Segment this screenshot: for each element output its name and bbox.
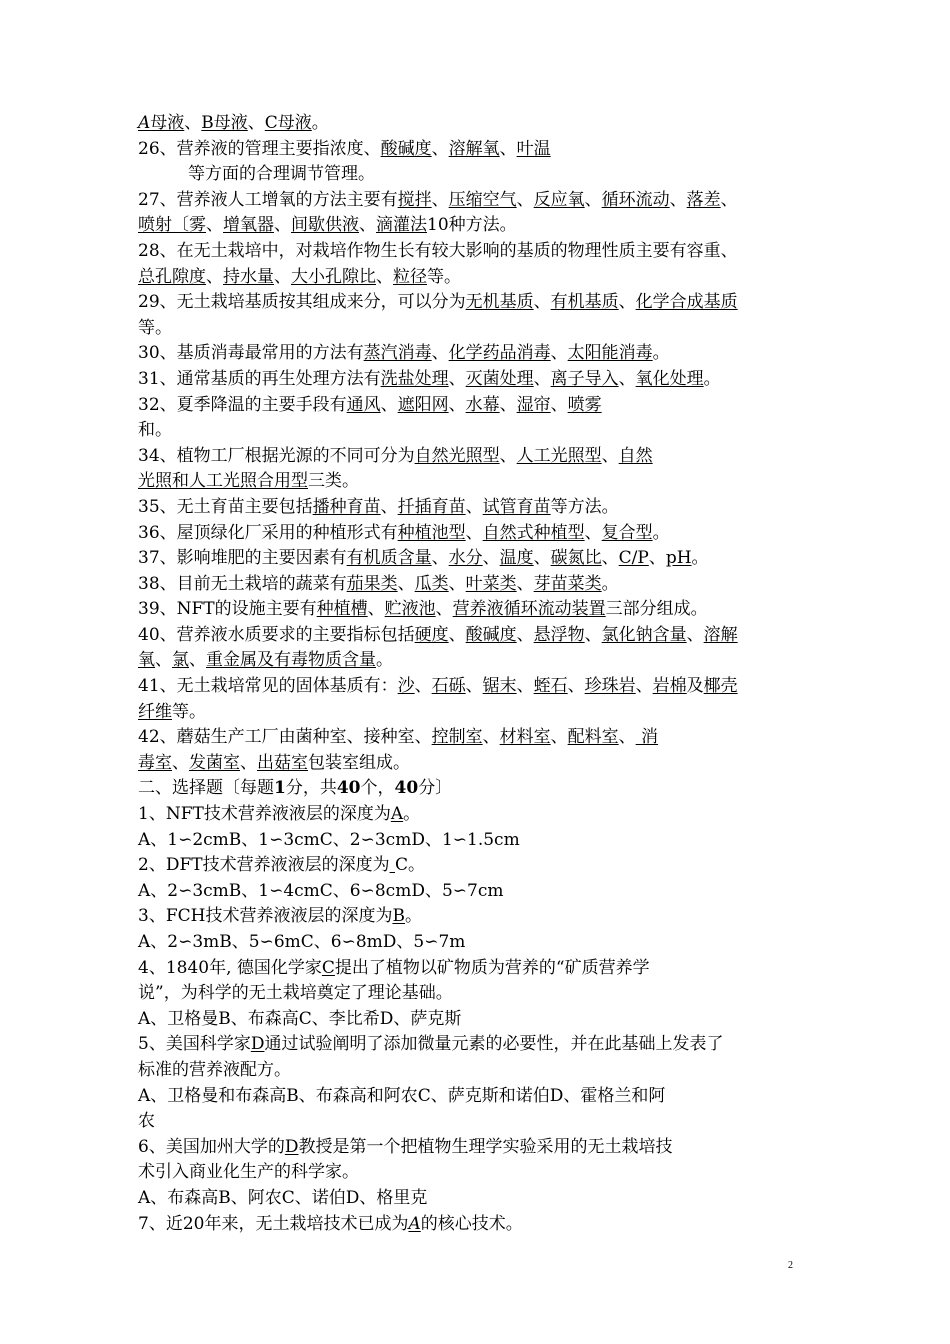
answer-blank: 母液 bbox=[150, 113, 185, 133]
text-run: 。 bbox=[652, 522, 670, 543]
text-line bbox=[138, 1032, 813, 1058]
text-run: 个， bbox=[360, 778, 395, 799]
answer-blank: 化学药品消毒 bbox=[448, 343, 551, 364]
answer-blank: 酸碱度 bbox=[380, 138, 432, 159]
text-run: 29、无土栽培基质按其组成来分，可以分为 bbox=[138, 292, 466, 313]
answer-blank: 播种育苗 bbox=[312, 496, 381, 517]
text-run: 、 bbox=[274, 266, 291, 287]
answer-blank: 化学合成基质 bbox=[635, 292, 738, 313]
text-run: 教授是第一个把植物生理学实验采用的无土栽培技 bbox=[298, 1136, 673, 1157]
answer-blank: 叶菜类 bbox=[465, 573, 517, 594]
text-run: 32、夏季降温的主要手段有 bbox=[138, 394, 347, 415]
answer-blank: 营养液循环流动装置 bbox=[452, 599, 606, 620]
answer-blank: 叶温 bbox=[516, 138, 551, 159]
text-run: 、 bbox=[465, 522, 483, 543]
answer-blank: 搅拌 bbox=[397, 189, 432, 210]
text-line bbox=[138, 725, 813, 751]
text-run: 、 bbox=[669, 189, 687, 210]
answer-blank: 太阳能消毒 bbox=[567, 343, 653, 364]
text-run: 、 bbox=[686, 624, 704, 645]
answer-blank: 发菌室 bbox=[189, 752, 240, 773]
text-run: 、 bbox=[648, 548, 666, 569]
answer-blank: D bbox=[284, 1136, 299, 1157]
text-line bbox=[138, 546, 813, 572]
text-run: 34、植物工厂根据光源的不同可分为 bbox=[138, 445, 415, 466]
answer-blank: 氧化处理 bbox=[635, 368, 704, 389]
answer-blank: 有机质含量 bbox=[346, 548, 432, 569]
text-line bbox=[138, 648, 813, 674]
answer-blank: 喷雾 bbox=[567, 394, 602, 415]
answer-blank: A bbox=[138, 113, 151, 133]
page-number: 2 bbox=[788, 1260, 793, 1271]
text-run: 、 bbox=[448, 368, 466, 389]
answer-blank: 氧 bbox=[138, 650, 155, 671]
text-run: 。 bbox=[691, 548, 709, 569]
answer-blank: 总孔隙度 bbox=[138, 266, 206, 287]
answer-blank: 出菇室 bbox=[257, 752, 308, 773]
text-run: A、卫格曼B、布森高C、李比希D、萨克斯 bbox=[138, 1008, 462, 1029]
text-run: 、 bbox=[499, 138, 517, 159]
answer-blank: 水幕 bbox=[465, 394, 500, 415]
answer-blank: 锯末 bbox=[482, 676, 517, 697]
answer-blank: 粒径 bbox=[393, 266, 427, 287]
text-line bbox=[138, 751, 813, 777]
text-line bbox=[138, 265, 813, 291]
text-run: 、 bbox=[567, 676, 585, 697]
answer-blank: 通风 bbox=[346, 394, 381, 415]
text-run: 和。 bbox=[138, 420, 172, 441]
text-line bbox=[138, 1109, 813, 1135]
text-run: 等。 bbox=[138, 317, 172, 338]
text-run: 包装室组成。 bbox=[308, 752, 410, 773]
bold-number: 40 bbox=[394, 778, 419, 799]
answer-blank: 氯 bbox=[172, 650, 189, 671]
text-run: 41、无土栽培常见的固体基质有： bbox=[138, 676, 398, 697]
text-line bbox=[138, 776, 813, 802]
answer-blank: 水分 bbox=[448, 548, 483, 569]
text-line bbox=[138, 521, 813, 547]
text-run: 、 bbox=[206, 215, 223, 236]
answer-blank: 芽苗菜类 bbox=[533, 573, 602, 594]
answer-blank: 毒室 bbox=[138, 752, 172, 773]
text-run: 10种方法。 bbox=[427, 215, 517, 236]
text-run: A、1∽2cmB、1∽3cmC、2∽3cmD、1∽1.5cm bbox=[138, 829, 520, 850]
answer-blank: 反应氧 bbox=[533, 189, 585, 210]
answer-blank: 间歇供液 bbox=[291, 215, 359, 236]
answer-blank: B母液 bbox=[201, 113, 248, 133]
text-run: 、 bbox=[431, 548, 449, 569]
answer-blank: B bbox=[392, 906, 405, 927]
answer-blank: D bbox=[250, 1034, 265, 1055]
answer-blank: 压缩空气 bbox=[448, 189, 517, 210]
text-run: 4、1840年, 德国化学家 bbox=[138, 957, 322, 978]
text-line bbox=[138, 1084, 813, 1110]
text-run: 、 bbox=[601, 548, 619, 569]
answer-blank: 滴灌法 bbox=[376, 215, 427, 236]
text-run: 、 bbox=[550, 727, 568, 748]
answer-blank: 种植槽 bbox=[316, 599, 368, 620]
text-run: 、 bbox=[448, 624, 466, 645]
text-run: 三类。 bbox=[308, 471, 359, 492]
bold-number: 40 bbox=[336, 778, 361, 799]
text-run: 、 bbox=[635, 676, 653, 697]
text-run: 。 bbox=[404, 906, 422, 927]
text-run: 26、营养液的管理主要指浓度、 bbox=[138, 138, 381, 159]
text-line bbox=[138, 137, 813, 163]
answer-blank: 配料室 bbox=[567, 727, 619, 748]
text-run: 、 bbox=[465, 676, 483, 697]
text-line bbox=[138, 239, 813, 265]
text-run: 、 bbox=[499, 445, 517, 466]
text-run: 28、在无土栽培中，对栽培作物生长有较大影响的基质的物理性质主要有容重、 bbox=[138, 240, 738, 261]
text-line bbox=[138, 930, 813, 956]
text-line bbox=[138, 316, 813, 342]
answer-blank: 大小孔隙比 bbox=[291, 266, 376, 287]
text-run: 、 bbox=[172, 752, 189, 773]
text-run: 、 bbox=[499, 394, 517, 415]
text-run: 。 bbox=[703, 368, 721, 389]
text-run: 通过试验阐明了添加微量元素的必要性，并在此基础上发表了 bbox=[264, 1034, 724, 1055]
text-run: 1、NFT技术营养液液层的深度为 bbox=[138, 804, 391, 825]
answer-blank: 材料室 bbox=[499, 727, 551, 748]
text-run: 分，共 bbox=[285, 778, 337, 799]
text-run: 。 bbox=[311, 113, 329, 133]
answer-blank: 纤维 bbox=[138, 701, 172, 722]
text-run: 等方面的合理调节管理。 bbox=[188, 164, 375, 185]
text-run: 提出了植物以矿物质为营养的“矿质营养学 bbox=[334, 957, 650, 978]
answer-blank: 岩棉 bbox=[652, 676, 687, 697]
text-line bbox=[138, 469, 813, 495]
text-line bbox=[138, 1135, 813, 1161]
text-run: 、 bbox=[465, 496, 483, 517]
answer-blank: 瓜类 bbox=[414, 573, 449, 594]
text-run: 39、NFT的设施主要有 bbox=[138, 599, 317, 620]
text-run: 的核心技术。 bbox=[420, 1213, 523, 1234]
text-line bbox=[138, 853, 813, 879]
text-line bbox=[138, 213, 813, 239]
text-run: 、 bbox=[533, 548, 551, 569]
text-line bbox=[138, 1212, 813, 1238]
text-run: 、 bbox=[397, 573, 415, 594]
text-line bbox=[138, 162, 813, 188]
text-run: 、 bbox=[584, 522, 602, 543]
text-run: 。 bbox=[376, 650, 393, 671]
answer-blank: 溶解氧 bbox=[448, 138, 500, 159]
text-run: 、 bbox=[274, 215, 291, 236]
text-run: 、 bbox=[533, 368, 551, 389]
text-line bbox=[138, 290, 813, 316]
text-line bbox=[138, 828, 813, 854]
text-run: 、 bbox=[533, 292, 551, 313]
answer-blank: 湿帘 bbox=[516, 394, 551, 415]
text-run: 、 bbox=[550, 343, 568, 364]
answer-blank: 有机基质 bbox=[550, 292, 619, 313]
answer-blank: 离子导入 bbox=[550, 368, 619, 389]
text-run: 、 bbox=[618, 727, 636, 748]
answer-blank: 人工光照型 bbox=[516, 445, 602, 466]
answer-blank: A bbox=[408, 1213, 421, 1234]
answer-blank: 茄果类 bbox=[346, 573, 398, 594]
text-line bbox=[138, 393, 813, 419]
text-run: 、 bbox=[550, 394, 568, 415]
text-line bbox=[138, 981, 813, 1007]
text-line bbox=[138, 111, 813, 137]
answer-blank: 洗盐处理 bbox=[380, 368, 449, 389]
answer-blank: 循环流动 bbox=[601, 189, 670, 210]
answer-blank: 氯化钠含量 bbox=[601, 624, 687, 645]
answer-blank: 溶解 bbox=[703, 624, 738, 645]
text-run: 、 bbox=[482, 548, 500, 569]
text-run: 、 bbox=[618, 368, 636, 389]
answer-blank: 复合型 bbox=[601, 522, 653, 543]
text-line bbox=[138, 1160, 813, 1186]
answer-blank: 碳氮比 bbox=[550, 548, 602, 569]
text-run: 27、营养液人工增氧的方法主要有 bbox=[138, 189, 398, 210]
text-run: 标准的营养液配方。 bbox=[138, 1059, 291, 1080]
text-line bbox=[138, 879, 813, 905]
text-line bbox=[138, 674, 813, 700]
text-run: 、 bbox=[184, 113, 202, 133]
answer-blank: 蒸汽消毒 bbox=[363, 343, 432, 364]
text-run: 、 bbox=[189, 650, 206, 671]
text-run: 、 bbox=[431, 189, 449, 210]
text-line bbox=[138, 495, 813, 521]
answer-blank: 自然 bbox=[618, 445, 653, 466]
text-line bbox=[138, 1186, 813, 1212]
answer-blank: 蛭石 bbox=[533, 676, 568, 697]
answer-blank: 控制室 bbox=[431, 727, 483, 748]
text-line bbox=[138, 572, 813, 598]
text-line bbox=[138, 623, 813, 649]
answer-blank: 珍珠岩 bbox=[584, 676, 636, 697]
text-run: 7、近20年来，无土栽培技术已成为 bbox=[138, 1213, 409, 1234]
answer-blank: 椰壳 bbox=[703, 676, 738, 697]
text-run: 等方法。 bbox=[550, 496, 619, 517]
text-line bbox=[138, 188, 813, 214]
text-run: 、 bbox=[431, 138, 449, 159]
answer-blank: 扦插育苗 bbox=[397, 496, 466, 517]
text-line bbox=[138, 956, 813, 982]
text-run: 等。 bbox=[172, 701, 206, 722]
text-run: 5、美国科学家 bbox=[138, 1034, 251, 1055]
text-line bbox=[138, 904, 813, 930]
answer-blank: 贮液池 bbox=[384, 599, 436, 620]
text-run: 、 bbox=[376, 266, 393, 287]
answer-blank: 持水量 bbox=[223, 266, 274, 287]
answer-blank: 悬浮物 bbox=[533, 624, 585, 645]
text-run: A、2∽3mB、5∽6mC、6∽8mD、5∽7m bbox=[138, 932, 466, 952]
text-run: 、 bbox=[601, 445, 619, 466]
text-run: 38、目前无土栽培的蔬菜有 bbox=[138, 573, 347, 594]
text-run: 、 bbox=[240, 752, 257, 773]
text-run: 36、屋顶绿化厂采用的种植形式有 bbox=[138, 522, 398, 543]
text-run: 、 bbox=[359, 215, 376, 236]
text-line bbox=[138, 1007, 813, 1033]
text-run: 、 bbox=[380, 394, 398, 415]
answer-blank: 遮阳网 bbox=[397, 394, 449, 415]
text-run: 、 bbox=[482, 727, 500, 748]
text-run: 三部分组成。 bbox=[605, 599, 708, 620]
text-run: 、 bbox=[618, 292, 636, 313]
text-line bbox=[138, 367, 813, 393]
text-line bbox=[138, 802, 813, 828]
text-line bbox=[138, 700, 813, 726]
text-run: 、 bbox=[431, 343, 449, 364]
text-run: 、 bbox=[247, 113, 265, 133]
bold-number: 1 bbox=[274, 778, 286, 799]
answer-blank: 落差 bbox=[686, 189, 721, 210]
text-run: 、 bbox=[584, 624, 602, 645]
document-body bbox=[138, 111, 813, 1237]
text-run: 35、无土育苗主要包括 bbox=[138, 496, 313, 517]
text-run: 、 bbox=[435, 599, 453, 620]
text-run: 农 bbox=[138, 1111, 155, 1132]
answer-blank: 自然式种植型 bbox=[482, 522, 585, 543]
answer-blank: 沙 bbox=[397, 676, 415, 697]
text-run: 40、营养液水质要求的主要指标包括 bbox=[138, 624, 415, 645]
text-run: 42、蘑菇生产工厂由菌种室、接种室、 bbox=[138, 727, 432, 748]
answer-blank: C bbox=[321, 957, 335, 978]
text-line bbox=[138, 418, 813, 444]
text-run: 、 bbox=[367, 599, 385, 620]
text-run: A、卫格曼和布森高B、布森高和阿农C、萨克斯和诺伯D、霍格兰和阿 bbox=[138, 1085, 666, 1106]
answer-blank: 重金属及有毒物质含量 bbox=[206, 650, 376, 671]
text-run: 、 bbox=[155, 650, 172, 671]
text-run: 二、选择题〔每题 bbox=[138, 778, 274, 799]
answer-blank: 种植池型 bbox=[397, 522, 466, 543]
answer-blank: C/P bbox=[618, 548, 649, 569]
text-run: 、 bbox=[448, 573, 466, 594]
answer-blank: 灭菌处理 bbox=[465, 368, 534, 389]
answer-blank: A bbox=[390, 804, 404, 825]
text-run: 3、FCH技术营养液液层的深度为 bbox=[138, 906, 393, 927]
text-run: 、 bbox=[516, 624, 534, 645]
text-run: 、 bbox=[720, 189, 738, 210]
text-run: 说”，为科学的无土栽培奠定了理论基础。 bbox=[138, 983, 453, 1004]
answer-blank: 无机基质 bbox=[465, 292, 534, 313]
answer-blank: 酸碱度 bbox=[465, 624, 517, 645]
text-run: 2、DFT技术营养液液层的深度为 bbox=[138, 855, 390, 876]
answer-blank: 喷射〔雾 bbox=[138, 215, 206, 236]
text-line bbox=[138, 444, 813, 470]
answer-blank: 消 bbox=[635, 727, 659, 748]
text-run: A、布森高B、阿农C、诺伯D、格里克 bbox=[138, 1187, 428, 1208]
text-run: 。 bbox=[601, 573, 619, 594]
answer-blank: pH bbox=[665, 548, 692, 569]
text-run: 31、通常基质的再生处理方法有 bbox=[138, 368, 381, 389]
text-line bbox=[138, 1058, 813, 1084]
text-run: 分〕 bbox=[418, 778, 453, 799]
answer-blank: 增氧器 bbox=[223, 215, 274, 236]
answer-blank: 自然光照型 bbox=[414, 445, 500, 466]
text-run: 、 bbox=[584, 189, 602, 210]
text-run: 37、影响堆肥的主要因素有 bbox=[138, 548, 347, 569]
text-run: 、 bbox=[516, 189, 534, 210]
text-line bbox=[138, 341, 813, 367]
text-run: C。 bbox=[395, 855, 426, 876]
text-run: A、2∽3cmB、1∽4cmC、6∽8cmD、5∽7cm bbox=[138, 880, 504, 901]
answer-blank: 石砾 bbox=[431, 676, 466, 697]
answer-blank: C母液 bbox=[264, 113, 312, 133]
text-line bbox=[138, 597, 813, 623]
answer-blank: 光照和人工光照合用型 bbox=[138, 471, 308, 492]
answer-blank: 硬度 bbox=[414, 624, 449, 645]
text-run: 术引入商业化生产的科学家。 bbox=[138, 1162, 359, 1183]
text-run: 、 bbox=[516, 676, 534, 697]
answer-blank: 温度 bbox=[499, 548, 534, 569]
text-run: 等。 bbox=[427, 266, 461, 287]
text-run: 6、美国加州大学的 bbox=[138, 1136, 285, 1157]
answer-blank: 试管育苗 bbox=[482, 496, 551, 517]
text-run: 、 bbox=[516, 573, 534, 594]
text-run: 、 bbox=[414, 676, 432, 697]
text-run: 及 bbox=[686, 676, 704, 697]
text-run: 、 bbox=[206, 266, 223, 287]
text-run: 、 bbox=[448, 394, 466, 415]
text-run: 。 bbox=[403, 804, 421, 825]
text-run: 。 bbox=[652, 343, 670, 364]
text-run: 、 bbox=[380, 496, 398, 517]
text-run: 30、基质消毒最常用的方法有 bbox=[138, 343, 364, 364]
